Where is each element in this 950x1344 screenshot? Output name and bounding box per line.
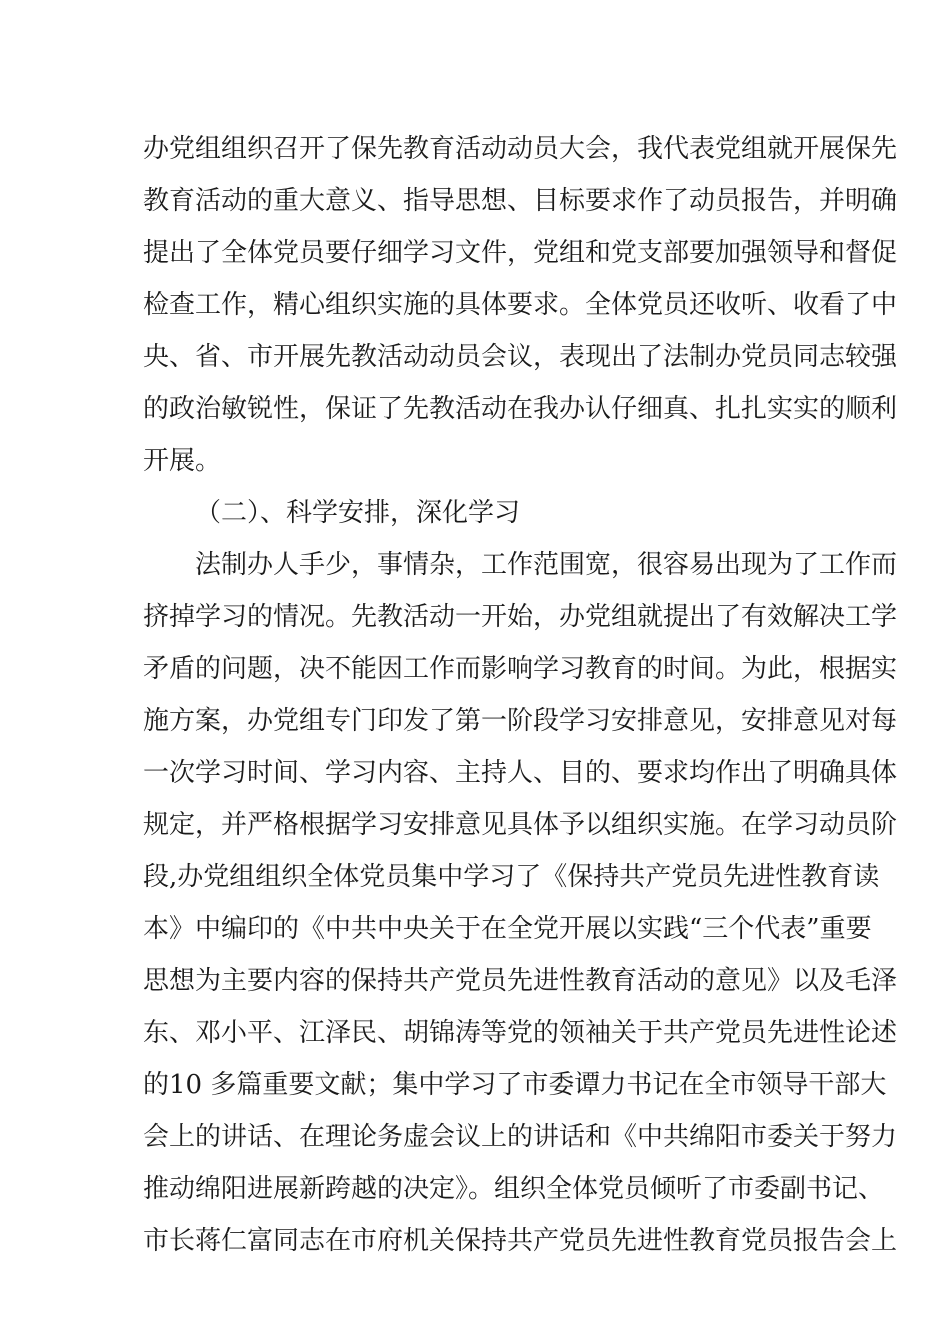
paragraph-line: 教育活动的重大意义、指导思想、目标要求作了动员报告，并明确: [143, 186, 898, 216]
paragraph-line: 段,办党组组织全体党员集中学习了《保持共产党员先进性教育读: [143, 862, 880, 892]
paragraph-line: 的政治敏锐性，保证了先教活动在我办认仔细真、扎扎实实的顺利: [143, 394, 898, 424]
paragraph-line: 的10 多篇重要文献；集中学习了市委谭力书记在全市领导干部大: [143, 1070, 887, 1100]
paragraph-line: 规定，并严格根据学习安排意见具体予以组织实施。在学习动员阶: [143, 810, 898, 840]
paragraph-line: 提出了全体党员要仔细学习文件，党组和党支部要加强领导和督促: [143, 238, 898, 268]
paragraph-line: 市长蒋仁富同志在市府机关保持共产党员先进性教育党员报告会上: [143, 1226, 898, 1256]
paragraph-line: 法制办人手少，事情杂，工作范围宽，很容易出现为了工作而: [195, 550, 898, 580]
paragraph-line: 矛盾的问题，决不能因工作而影响学习教育的时间。为此，根据实: [143, 654, 898, 684]
paragraph-line: 办党组组织召开了保先教育活动动员大会，我代表党组就开展保先: [143, 134, 898, 164]
paragraph-line: 会上的讲话、在理论务虚会议上的讲话和《中共绵阳市委关于努力: [143, 1122, 898, 1152]
paragraph-line: 检查工作，精心组织实施的具体要求。全体党员还收听、收看了中: [143, 290, 898, 320]
section-heading: （二）、科学安排，深化学习: [195, 498, 521, 528]
paragraph-line: 思想为主要内容的保持共产党员先进性教育活动的意见》以及毛泽: [143, 966, 898, 996]
paragraph-line: 一次学习时间、学习内容、主持人、目的、要求均作出了明确具体: [143, 758, 898, 788]
paragraph-line: 开展。: [143, 446, 222, 476]
paragraph-line: 推动绵阳进展新跨越的决定》。组织全体党员倾听了市委副书记、: [143, 1174, 885, 1204]
paragraph-line: 施方案，办党组专门印发了第一阶段学习安排意见，安排意见对每: [143, 706, 898, 736]
paragraph-line: 东、邓小平、江泽民、胡锦涛等党的领袖关于共产党员先进性论述: [143, 1018, 898, 1048]
paragraph-line: 挤掉学习的情况。先教活动一开始，办党组就提出了有效解决工学: [143, 602, 898, 632]
paragraph-line: 央、省、市开展先教活动动员会议，表现出了法制办党员同志较强: [143, 342, 898, 372]
paragraph-line: 本》中编印的《中共中央关于在全党开展以实践“三个代表”重要: [143, 914, 872, 944]
